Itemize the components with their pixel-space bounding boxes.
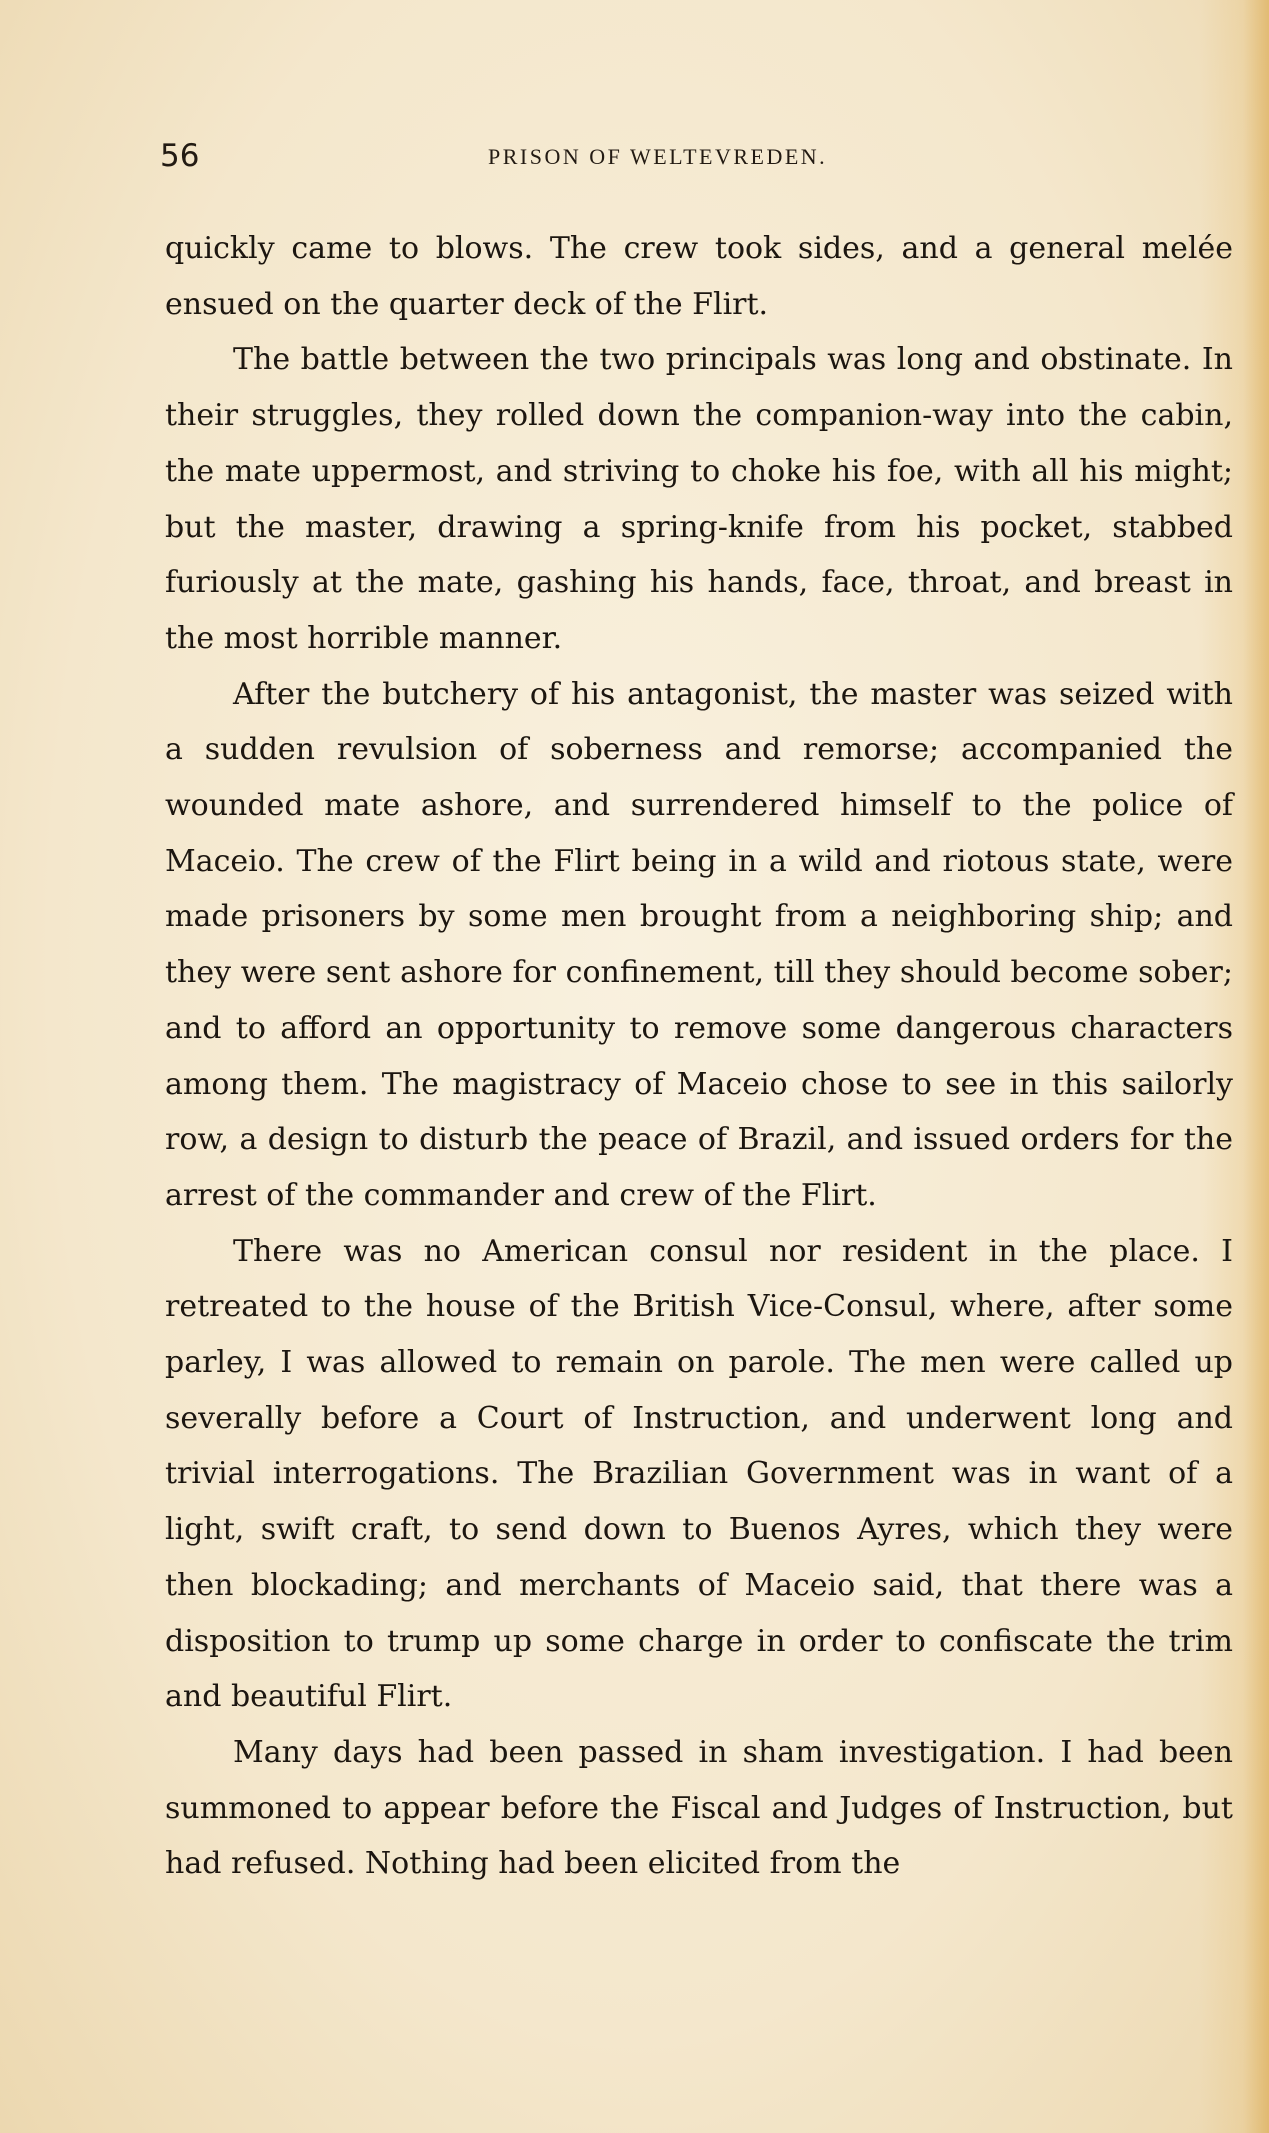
paragraph-butchery: After the butchery of his antagonist, the master was seized with a sudden revulsion of soberness and remorse; accompanied the wounded mate ashore, and surrendered himself to the police of Maceio. The crew of the Flirt being in a wild and riotous state, were made prisoners by some men brought from a neighboring ship; and they were sent ashore for confinement, till they should become sober; and to afford an opportunity to remove some dangerous characters among them. The magistracy of Maceio chose to see in this sailorly row, a design to disturb the peace of Brazil, and issued orders for the arrest of the commander and crew of the Flirt. [165,676,1233,1213]
body-text [165,221,1233,1892]
page-number: 56 [160,138,200,174]
paragraph-battle: The battle between the two principals was long and obstinate. In their struggles, they rolled down the companion-way into the cabin, the mate uppermost, and striving to choke his foe, with all his might; but the master, drawing a spring-knife from his pocket, stabbed furiously at the mate, gashing his hands, face, throat, and breast in the most horrible manner. [165,342,1233,656]
paragraph-continued: quickly came to blows. The crew took sides, and a general melée ensued on the quarter deck of the Flirt. [165,231,1233,322]
paragraph-consul: There was no American consul nor resident in the place. I retreated to the house of the British Vice-Consul, where, after some parley, I was allowed to remain on parole. The men were called up severally before a Court of Instruction, and underwent long and trivial interrogations. The Brazilian Government was in want of a light, swift craft, to send down to Buenos Ayres, which they were then blockading; and merchants of Maceio said, that there was a disposition to trump up some charge in order to confiscate the trim and beautiful Flirt. [165,1233,1233,1715]
paragraph-investigation: Many days had been passed in sham investigation. I had been summoned to appear before the Fiscal and Judges of Instruction, but had refused. Nothing had been elicited from the [165,1734,1233,1882]
running-head: PRISON OF WELTEVREDEN. [488,144,828,169]
page-header [160,138,1210,178]
